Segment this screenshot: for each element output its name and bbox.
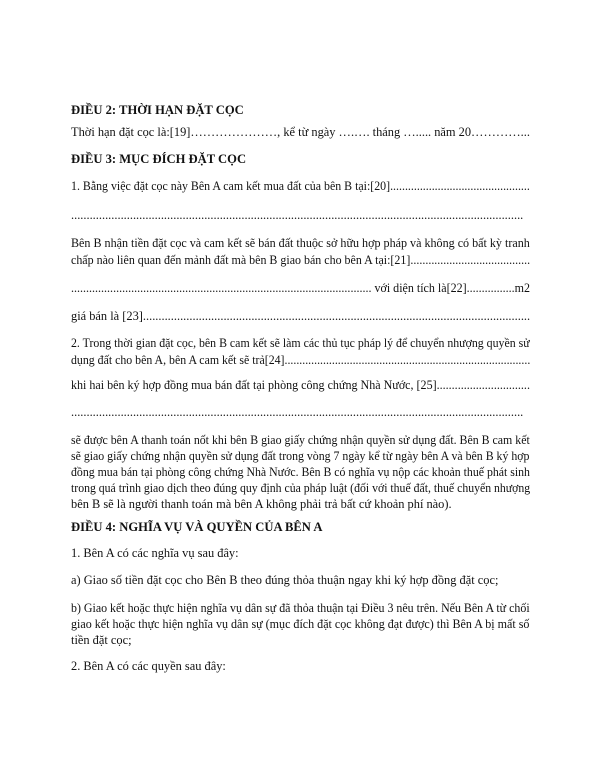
article-3-heading: ĐIỀU 3: MỤC ĐÍCH ĐẶT CỌC (71, 152, 247, 166)
deposit-term-line: Thời hạn đặt cọc là:[19]…………………, kể từ ngày ….…. tháng …..... năm 20…………... (71, 125, 530, 139)
payment-paragraph-line-3: đồng mua bán tại phòng công chứng Nhà Nước. Bên B có nghĩa vụ nộp các khoản thuế phát sinh (71, 465, 530, 479)
payment-paragraph-line-4: trong quá trình giao dịch theo đúng quy định của pháp luật (đối với thuế đất, thuế chuyển nhượng (71, 481, 531, 495)
notary-line: khi hai bên ký hợp đồng mua bán đất tại phòng công chứng Nhà Nước, [25]............................... (71, 378, 530, 392)
purpose-line-2: .................................................................................................................................................. (71, 208, 524, 222)
area-line: .................................................................................................... với diện tích là[22]................m2 (71, 281, 531, 295)
article-2-heading: ĐIỀU 2: THỜI HẠN ĐẶT CỌC (71, 103, 244, 117)
purpose-line-1: 1. Bằng việc đặt cọc này Bên A cam kết mua đất của bên B tại:[20]............................................... (71, 179, 530, 193)
price-line: giá bán là [23]............................................................................................................................. (71, 309, 531, 323)
rights-title: 2. Bên A có các quyền sau đây: (71, 659, 226, 673)
obligation-b-line-1: b) Giao kết hoặc thực hiện nghĩa vụ dân sự đã thỏa thuận tại Điều 3 nêu trên. Nếu Bên A từ chối (71, 601, 530, 615)
article-4-heading: ĐIỀU 4: NGHĨA VỤ VÀ QUYỀN CỦA BÊN A (71, 520, 323, 534)
payment-paragraph-line-5: bên B sẽ là người thanh toán mà bên A không phải trả bất cứ khoản phí nào). (71, 497, 452, 511)
obligation-b-line-3: tiền đặt cọc; (71, 633, 132, 647)
payment-paragraph-line-2: sẽ giao giấy chứng nhận quyền sử dụng đất trong vòng 7 ngày kể từ ngày bên A và bên B ký hợp (71, 449, 530, 463)
seller-commitment-line-2: chấp nào liên quan đến mảnh đất mà bên B giao bán cho bên A tại:[21]........................................ (71, 253, 531, 267)
seller-commitment-line-1: Bên B nhận tiền đặt cọc và cam kết sẽ bán đất thuộc sở hữu hợp pháp và không có bất kỳ tranh (71, 236, 530, 250)
payment-paragraph-line-1: sẽ được bên A thanh toán nốt khi bên B giao giấy chứng nhận quyền sử dụng đất. Bên B cam kết (71, 433, 530, 447)
obligation-a: a) Giao số tiền đặt cọc cho Bên B theo đúng thỏa thuận ngay khi ký hợp đồng đặt cọc; (71, 573, 499, 587)
transfer-procedure-line-2: dụng đất cho bên A, bên A cam kết sẽ trả[24]................................................................................... (71, 353, 531, 367)
transfer-procedure-line-1: 2. Trong thời gian đặt cọc, bên B cam kết sẽ làm các thủ tục pháp lý để chuyển nhượng quyền sử (71, 336, 530, 350)
obligations-title: 1. Bên A có các nghĩa vụ sau đây: (71, 546, 239, 560)
blank-dotted-line: .................................................................................................................................................. (71, 405, 524, 419)
obligation-b-line-2: giao kết hoặc thực hiện nghĩa vụ dân sự (mục đích đặt cọc không đạt được) thì Bên A bị mất số (71, 617, 530, 631)
